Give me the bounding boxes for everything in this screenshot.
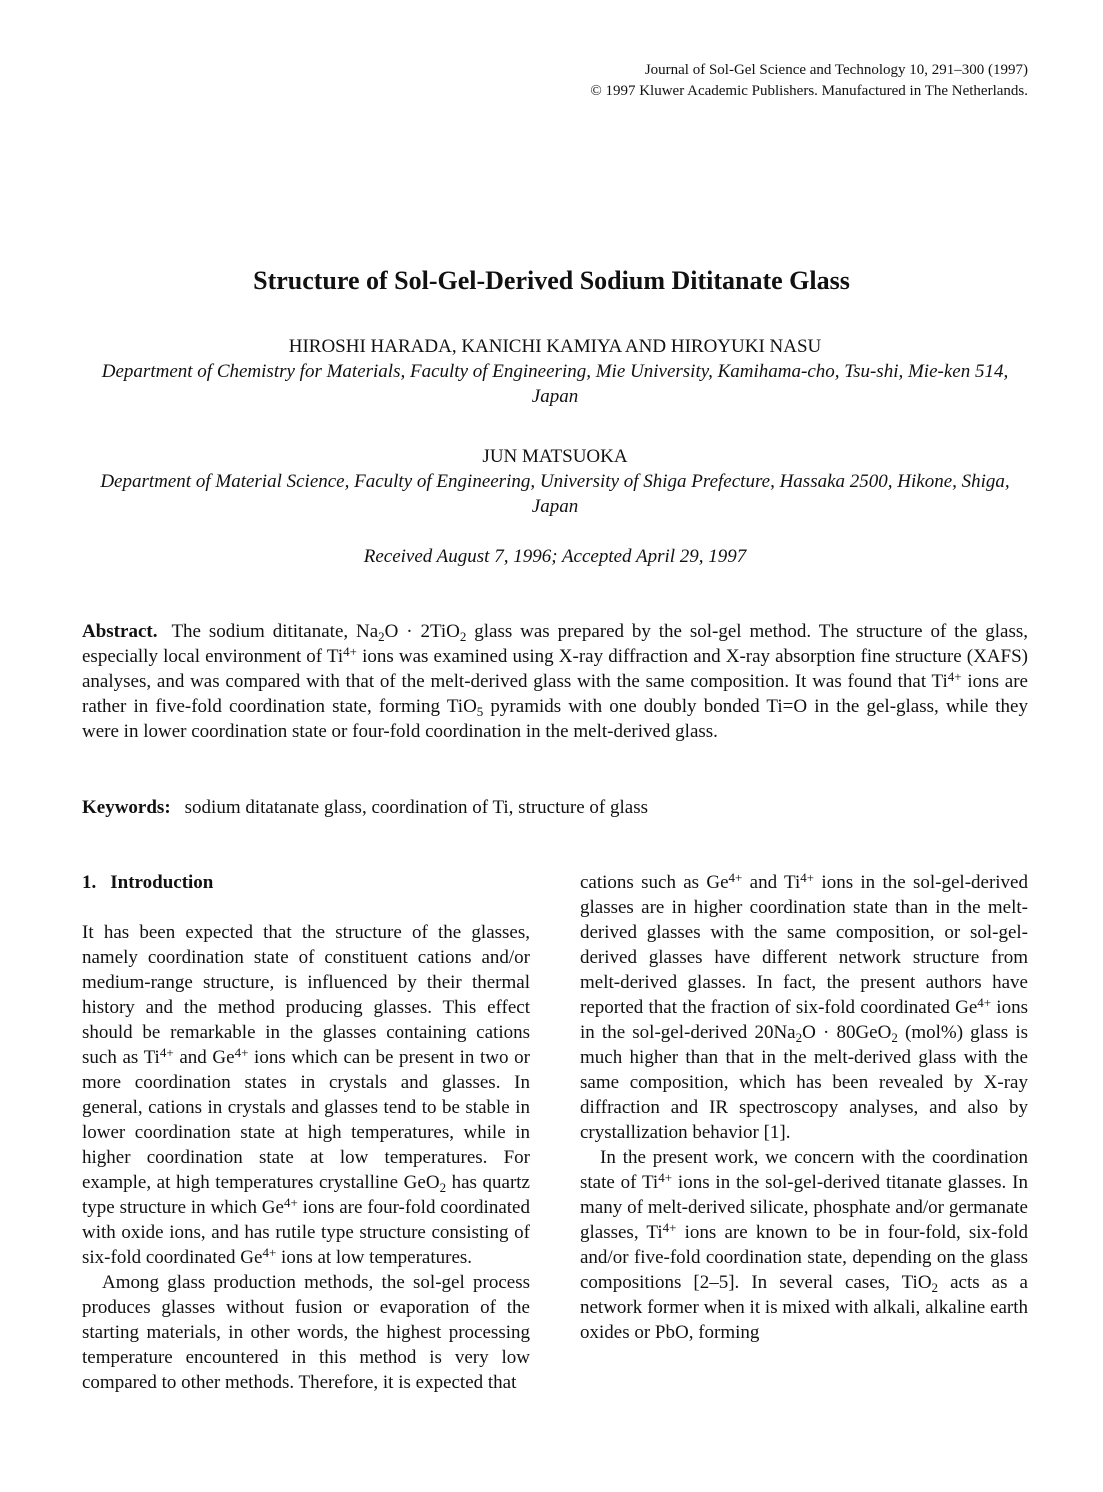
authors-group-2: JUN MATSUOKA [482, 446, 628, 467]
intro-paragraph-2: Among glass production methods, the sol-gel process produces glasses without fusion or evaporation of the starting materials, in other words, the highest processing temperature encountered in this method is very low compared to other methods. Therefore, it is expected that [82, 1272, 530, 1393]
authors-group-1: HIROSHI HARADA, KANICHI KAMIYA AND HIROYUKI NASU [288, 336, 822, 357]
keywords [82, 795, 1028, 820]
section-heading [82, 870, 530, 895]
keywords-label: Keywords: [82, 797, 171, 818]
paper-title: Structure of Sol-Gel-Derived Sodium Dititanate Glass [253, 266, 850, 295]
section-number: 1. [82, 872, 97, 893]
keywords-text: sodium ditatanate glass, coordination of Ti, structure of glass [184, 797, 648, 818]
intro-paragraph-1: It has been expected that the structure of the glasses, namely coordination state of constituent cations and/or medium-range structure, is influenced by their thermal history and the method producing glasses. This effect should be remarkable in the glasses containing cations such as $Ti^{4+}$ and $Ge^{4+}$ ions which can be present in two or more coordination states in crystals and glasses. In general, cations in crystals and glasses tend to be stable in lower coordination state at high temperatures, while in higher coordination state at low temperatures. For example, at high temperatures crystalline GeO$_2$ has quartz type structure in which $Ge^{4+}$ ions are four-fold coordinated with oxide ions, and has rutile type structure consisting of six-fold coordinated $Ge^{4+}$ ions at low temperatures. [82, 922, 530, 1268]
column-right [580, 870, 1028, 1345]
column-left [82, 870, 530, 1395]
abstract-label: Abstract. [82, 621, 158, 642]
abstract: Abstract. The sodium dititanate, $Na_2O \cdot 2TiO_2$ glass was prepared by the sol-gel method. The structure of the glass, especially local environment of $Ti^{4+}$ ions was examined using X-ray diffraction and X-ray absorption fine structure (XAFS) analyses, and was compared with that of the melt-derived glass with the same composition. It was found that $Ti^{4+}$ ions are rather in five-fold coordination state, forming TiO$_5$ pyramids with one doubly bonded Ti=O in the gel-glass, while they were in lower coordination state or four-fold coordination in the melt-derived glass. [82, 621, 1028, 742]
journal-citation: Journal of Sol-Gel Science and Technology 10, 291–300 (1997) [644, 62, 1028, 78]
intro-paragraph-2-continued: cations such as $Ge^{4+}$ and $Ti^{4+}$ ions in the sol-gel-derived glasses are in higher coordination state than in the melt-derived glasses with the same composition, or sol-gel-derived glasses have different network structure from melt-derived glasses. In fact, the present authors have reported that the fraction of six-fold coordinated $Ge^{4+}$ ions in the sol-gel-derived $20Na_2O \cdot 80GeO_2$ (mol%) glass is much higher than that in the melt-derived glass with the same composition, which has been revealed by X-ray diffraction and IR spectroscopy analyses, and also by crystallization behavior [1]. [580, 870, 1029, 1143]
journal-header [590, 60, 1028, 102]
intro-paragraph-3: In the present work, we concern with the coordination state of $Ti^{4+}$ ions in the sol-gel-derived titanate glasses. In many of melt-derived silicate, phosphate and/or germanate glasses, $Ti^{4+}$ ions are known to be in four-fold, six-fold and/or five-fold coordination state, depending on the glass compositions [2–5]. In several cases, TiO$_2$ acts as a network former when it is mixed with alkali, alkaline earth oxides or PbO, forming [580, 1147, 1028, 1343]
received-dates: Received August 7, 1996; Accepted April 29, 1997 [363, 546, 747, 567]
affiliation-2: Department of Material Science, Faculty of Engineering, University of Shiga Prefecture, Hassaka 2500, Hikone, Shiga, Japan [100, 471, 1010, 517]
copyright-line: © 1997 Kluwer Academic Publishers. Manufactured in The Netherlands. [590, 83, 1028, 99]
section-title: Introduction [110, 872, 214, 893]
affiliation-1: Department of Chemistry for Materials, Faculty of Engineering, Mie University, Kamihama-cho, Tsu-shi, Mie-ken 514, Japan [101, 361, 1009, 407]
